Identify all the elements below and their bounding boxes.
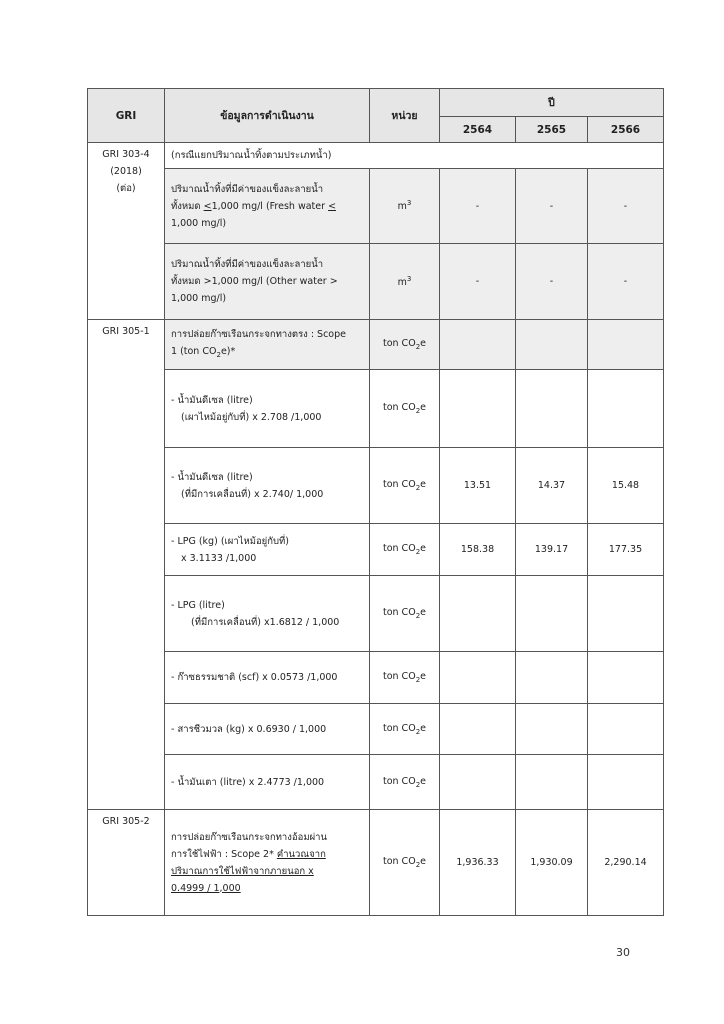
desc-line: ทั้งหมด [171, 200, 204, 212]
desc-line-underlined: 0.4999 / 1,000 [171, 882, 241, 894]
value-cell [588, 704, 664, 755]
table-row [88, 524, 664, 576]
value-cell [440, 704, 516, 755]
unit-sub: 2 [415, 675, 421, 684]
unit-text: e [420, 671, 427, 683]
value-cell: - [440, 169, 516, 244]
unit-cell [370, 576, 440, 652]
desc-line-underlined: < [203, 200, 212, 212]
emission-source-desc [165, 576, 370, 652]
gri-code: GRI 303-4 [102, 149, 150, 160]
value-cell [440, 320, 516, 370]
value-cell: 158.38 [440, 524, 516, 576]
table-row [88, 320, 664, 370]
emission-source-desc [165, 370, 370, 448]
desc-line: e)* [220, 345, 236, 357]
value-cell: - [440, 244, 516, 320]
scope1-title [165, 320, 370, 370]
unit-sub: 2 [415, 483, 421, 492]
gri-305-2-code: GRI 305-2 [88, 810, 165, 916]
header-year-2565: 2565 [516, 117, 588, 143]
value-cell [440, 755, 516, 810]
header-info: ข้อมูลการดำเนินงาน [165, 89, 370, 143]
value-cell: - [588, 244, 664, 320]
value-cell: 15.48 [588, 448, 664, 524]
value-cell [588, 320, 664, 370]
header-year: ปี [440, 89, 664, 117]
unit-sup: 3 [406, 199, 412, 208]
gri-year-note: (2018) [110, 166, 142, 177]
desc-line: ทั้งหมด >1,000 mg/l (Other water > [171, 276, 338, 287]
header-year-2566: 2566 [588, 117, 664, 143]
table-row [88, 704, 664, 755]
value-cell [440, 576, 516, 652]
unit-text: ton CO [382, 722, 416, 734]
desc-line: 1,000 mg/l (Fresh water [211, 200, 329, 212]
unit-cell [370, 169, 440, 244]
unit-text: ton CO [382, 775, 416, 787]
table-row [88, 810, 664, 916]
gri-data-table [87, 88, 664, 916]
value-cell: 139.17 [516, 524, 588, 576]
desc-line: 1,000 mg/l) [171, 217, 227, 229]
desc-line: ปริมาณน้ำทิ้งที่มีค่าของแข็งละลายน้ำ [171, 183, 324, 195]
unit-sub: 2 [415, 547, 421, 556]
unit-sub: 2 [415, 727, 421, 736]
value-cell [516, 652, 588, 704]
desc-line: ปริมาณน้ำทิ้งที่มีค่าของแข็งละลายน้ำ [171, 259, 324, 270]
desc-line: (เผาไหม้อยู่กับที่) x 2.708 /1,000 [181, 411, 322, 423]
value-cell [516, 320, 588, 370]
value-cell: - [516, 169, 588, 244]
desc-line: (ที่มีการเคลื่อนที่) x1.6812 / 1,000 [191, 616, 340, 628]
desc-sub: 2 [216, 350, 221, 359]
desc-line: การใช้ไฟฟ้า : Scope 2* [171, 848, 277, 860]
unit-sub: 2 [415, 406, 421, 415]
value-cell: - [516, 244, 588, 320]
value-cell [588, 755, 664, 810]
desc-line: 1 (ton CO [171, 345, 217, 357]
unit-text: ton CO [382, 607, 416, 619]
value-cell [588, 370, 664, 448]
desc-line: 1,000 mg/l) [171, 293, 227, 304]
value-cell [588, 576, 664, 652]
other-water-desc [165, 244, 370, 320]
emission-source-desc [165, 448, 370, 524]
value-cell [516, 704, 588, 755]
unit-text: ton CO [382, 856, 416, 868]
table-row [88, 652, 664, 704]
desc-line: (ที่มีการเคลื่อนที่) x 2.740/ 1,000 [181, 488, 324, 500]
desc-line: - LPG (kg) (เผาไหม้อยู่กับที่) [171, 535, 289, 547]
desc-line: - น้ำมันดีเซล (litre) [171, 394, 253, 406]
value-cell: 2,290.14 [588, 810, 664, 916]
unit-text: ton CO [382, 671, 416, 683]
table-row [88, 169, 664, 244]
emission-source-desc: - สารชีวมวล (kg) x 0.6930 / 1,000 [165, 704, 370, 755]
unit-text: e [420, 775, 427, 787]
unit-text: e [420, 607, 427, 619]
unit-text: ton CO [382, 479, 416, 491]
fresh-water-desc [165, 169, 370, 244]
unit-cell [370, 320, 440, 370]
unit-text: e [420, 479, 427, 491]
value-cell [588, 652, 664, 704]
emission-source-desc: - ก๊าซธรรมชาติ (scf) x 0.0573 /1,000 [165, 652, 370, 704]
value-cell: 1,936.33 [440, 810, 516, 916]
table-row [88, 755, 664, 810]
scope2-desc [165, 810, 370, 916]
value-cell: 1,930.09 [516, 810, 588, 916]
gri-305-1-code: GRI 305-1 [88, 320, 165, 810]
unit-text: m [397, 277, 407, 289]
value-cell [516, 576, 588, 652]
unit-cell [370, 524, 440, 576]
unit-cell [370, 448, 440, 524]
unit-text: e [420, 856, 427, 868]
table-row [88, 448, 664, 524]
unit-sub: 2 [415, 780, 421, 789]
value-cell [440, 370, 516, 448]
value-cell: 14.37 [516, 448, 588, 524]
unit-text: ton CO [382, 543, 416, 555]
desc-line-underlined: < [328, 200, 337, 212]
unit-text: ton CO [382, 402, 416, 414]
desc-line: การปล่อยก๊าซเรือนกระจกทางอ้อมผ่าน [171, 831, 327, 843]
desc-line: การปล่อยก๊าซเรือนกระจกทางตรง : Scope [171, 328, 346, 340]
unit-cell [370, 652, 440, 704]
value-cell: - [588, 169, 664, 244]
unit-sub: 2 [415, 611, 421, 620]
unit-sub: 2 [415, 342, 421, 351]
header-gri: GRI [88, 89, 165, 143]
header-unit: หน่วย [370, 89, 440, 143]
emission-source-desc [165, 524, 370, 576]
page-number: 30 [616, 946, 630, 959]
unit-cell [370, 370, 440, 448]
unit-cell [370, 704, 440, 755]
table-row [88, 370, 664, 448]
desc-line: - LPG (litre) [171, 599, 225, 611]
unit-cell [370, 244, 440, 320]
value-cell [440, 652, 516, 704]
value-cell: 13.51 [440, 448, 516, 524]
value-cell: 177.35 [588, 524, 664, 576]
unit-text: ton CO [382, 338, 416, 350]
gri-303-4-code [88, 143, 165, 320]
value-cell [516, 370, 588, 448]
unit-sup: 3 [406, 274, 412, 283]
unit-text: e [420, 338, 427, 350]
desc-line-underlined: คำนวณจาก [276, 848, 326, 860]
unit-text: e [420, 722, 427, 734]
unit-cell [370, 755, 440, 810]
emission-source-desc: - น้ำมันเตา (litre) x 2.4773 /1,000 [165, 755, 370, 810]
table-row [88, 244, 664, 320]
desc-line: x 3.1133 /1,000 [181, 552, 257, 564]
unit-sub: 2 [415, 860, 421, 869]
unit-text: e [420, 543, 427, 555]
gri-303-section-title: (กรณีแยกปริมาณน้ำทิ้งตามประเภทน้ำ) [165, 143, 664, 169]
unit-text: e [420, 402, 427, 414]
value-cell [516, 755, 588, 810]
table-row [88, 576, 664, 652]
header-year-2564: 2564 [440, 117, 516, 143]
gri-cont-note: (ต่อ) [116, 183, 136, 194]
desc-line-underlined: ปริมาณการใช้ไฟฟ้าจากภายนอก x [171, 865, 314, 877]
desc-line: - น้ำมันดีเซล (litre) [171, 471, 253, 483]
unit-cell [370, 810, 440, 916]
unit-text: m [397, 201, 407, 213]
